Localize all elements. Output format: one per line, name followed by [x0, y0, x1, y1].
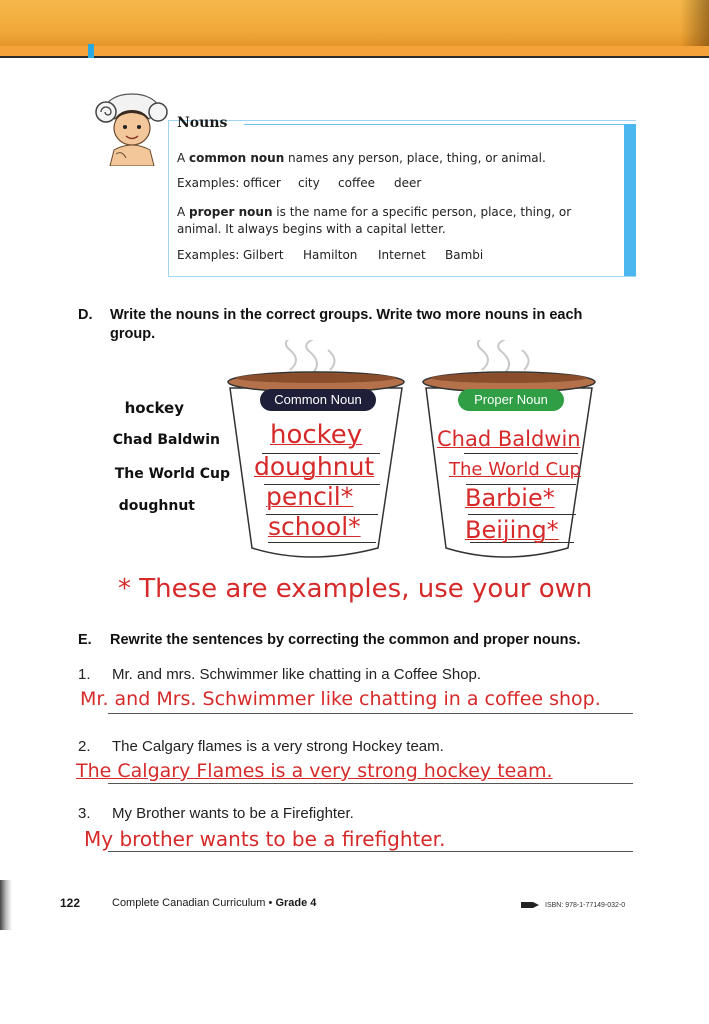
publisher-logo-icon: [521, 900, 539, 910]
sentence-text: My Brother wants to be a Firefighter.: [112, 805, 354, 822]
nouns-title: Nouns: [177, 115, 228, 131]
footer-book-title: Complete Canadian Curriculum • Grade 4: [112, 897, 317, 909]
proper-example: Hamilton: [303, 248, 358, 262]
section-d-letter: D.: [78, 307, 93, 323]
section-e-letter: E.: [78, 632, 92, 648]
sentence-number: 3.: [78, 805, 91, 822]
sentence-number: 1.: [78, 666, 91, 683]
steam-icon: [286, 340, 529, 376]
page-edge-shadow: [680, 0, 709, 46]
answer-line: [108, 851, 633, 852]
answer-line: [108, 783, 633, 784]
common-example: city: [298, 176, 320, 190]
sentence-text: Mr. and mrs. Schwimmer like chatting in a Coffee Shop.: [112, 666, 482, 683]
proper-noun-label: Proper Noun: [474, 392, 548, 407]
page-edge-shadow: [0, 880, 12, 930]
answer-line: [468, 514, 576, 515]
proper-example: Gilbert: [243, 248, 284, 262]
sentence-answer: The Calgary Flames is a very strong hockey team.: [76, 760, 553, 782]
word-list-item: doughnut: [118, 498, 195, 514]
common-noun-definition: A common noun names any person, place, thing, or animal.: [177, 151, 546, 165]
proper-noun-definition-line2: animal. It always begins with a capital letter.: [177, 222, 446, 236]
proper-noun-definition: A proper noun is the name for a specific person, place, thing, or: [177, 205, 572, 219]
common-noun-label: Common Noun: [274, 392, 362, 407]
proper-answer: Beijing*: [465, 516, 559, 544]
answer-line: [464, 453, 578, 454]
common-example: deer: [394, 176, 422, 190]
examples-note: * These are examples, use your own: [118, 574, 593, 604]
proper-answer: Barbie*: [465, 484, 555, 512]
word-list-item: hockey: [124, 399, 184, 417]
common-answer: school*: [268, 512, 361, 541]
page-number: 122: [60, 896, 81, 910]
proper-examples-label: Examples:: [177, 248, 240, 262]
section-e-instruction: Rewrite the sentences by correcting the common and proper nouns.: [110, 632, 581, 648]
ram-mascot-icon: [92, 90, 172, 166]
sentence-answer: Mr. and Mrs. Schwimmer like chatting in a coffee shop.: [80, 688, 601, 710]
answer-line: [108, 713, 633, 714]
proper-answer: Chad Baldwin: [437, 427, 581, 451]
common-answer: doughnut: [254, 452, 375, 481]
common-answer: pencil*: [266, 482, 354, 511]
proper-example: Bambi: [445, 248, 484, 262]
header-tab-marker: [88, 44, 94, 58]
nouns-box-side-bar: [624, 124, 636, 276]
top-banner: [0, 0, 709, 46]
footer-isbn: ISBN: 978-1-77149-032-0: [545, 902, 626, 909]
sentence-answer: My brother wants to be a firefighter.: [84, 827, 446, 851]
section-d-instruction-line2: group.: [110, 326, 156, 342]
nouns-title-rule: [244, 124, 624, 125]
common-example: officer: [243, 176, 281, 190]
proper-example: Internet: [378, 248, 426, 262]
common-examples-label: Examples:: [177, 176, 240, 190]
header-rule: [0, 46, 709, 58]
common-answer: hockey: [270, 420, 363, 450]
proper-answer: The World Cup: [449, 459, 581, 480]
sentence-text: The Calgary flames is a very strong Hockey team.: [112, 738, 444, 755]
common-example: coffee: [338, 176, 375, 190]
word-list-item: The World Cup: [114, 466, 230, 482]
answer-line: [268, 542, 376, 543]
word-list-item: Chad Baldwin: [112, 432, 220, 448]
section-d-instruction: Write the nouns in the correct groups. Write two more nouns in each: [110, 307, 583, 323]
sentence-number: 2.: [78, 738, 91, 755]
